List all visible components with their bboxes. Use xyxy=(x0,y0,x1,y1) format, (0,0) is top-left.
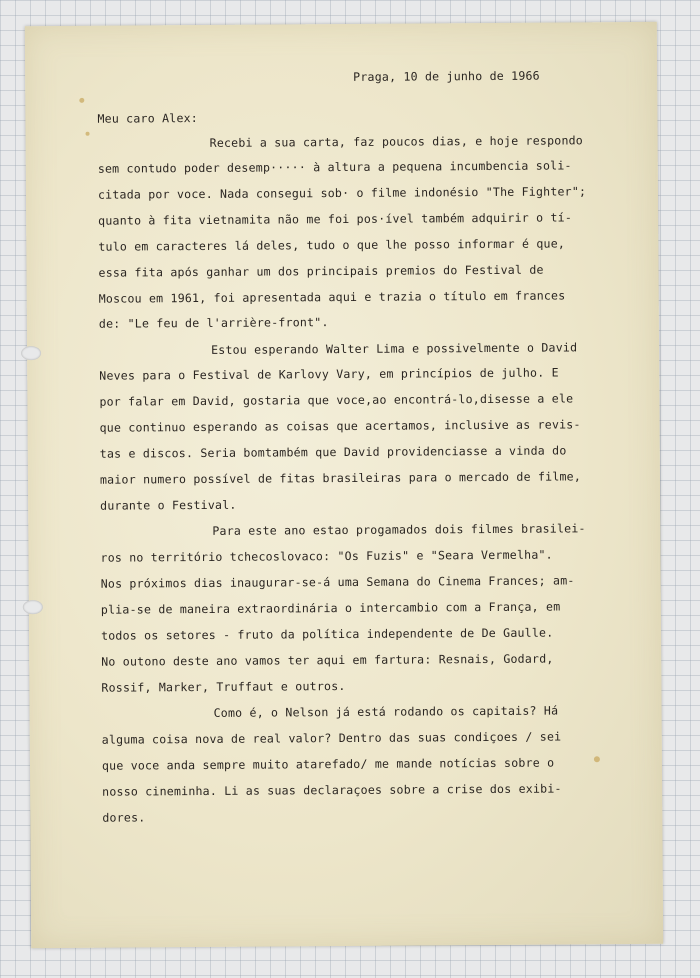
body-line: alguma coisa nova de real valor? Dentro das suas condiçoes / sei xyxy=(101,729,562,747)
body-line: nosso cineminha. Li as suas declaraçoes sobre a crise dos exibi- xyxy=(102,781,562,799)
body-line: No outono deste ano vamos ter aqui em fartura: Resnais, Godard, xyxy=(101,651,554,669)
body-line: tulo em caracteres lá deles, tudo o que lhe posso informar é que, xyxy=(98,236,566,254)
body-line: tas e discos. Seria bomtambém que David providenciasse a vinda do xyxy=(99,443,567,461)
paper-stain xyxy=(79,98,84,103)
body-line: essa fita após ganhar um dos principais premios do Festival de xyxy=(98,262,544,280)
body-line: plia-se de maneira extraordinária o intercambio com a França, em xyxy=(100,599,561,617)
paper-stain xyxy=(86,132,90,136)
letter-body xyxy=(97,22,657,825)
body-line: de: "Le feu de l'arrière-front". xyxy=(98,315,329,331)
paper-stain xyxy=(594,756,600,762)
dateline: Praga, 10 de junho de 1966 xyxy=(353,68,540,84)
body-line: citada por voce. Nada consegui sob· o filme indonésio "The Fighter"; xyxy=(97,184,587,202)
body-line: dores. xyxy=(102,810,146,825)
body-line: todos os setores - fruto da política independente de De Gaulle. xyxy=(100,625,554,643)
salutation: Meu caro Alex: xyxy=(97,111,199,126)
body-line: Recebi a sua carta, faz poucos dias, e hoje respondo xyxy=(209,133,584,150)
body-line: sem contudo poder desemp····· à altura a pequena incumbencia soli- xyxy=(97,158,572,176)
body-line: Como é, o Nelson já está rodando os capitais? Há xyxy=(213,703,559,720)
body-line: ros no território tchecoslovaco: "Os Fuzis" e "Seara Vermelha". xyxy=(100,547,553,565)
body-line: Nos próximos dias inaugurar-se-á uma Semana do Cinema Frances; am- xyxy=(100,573,575,591)
body-line: quanto à fita vietnamita não me foi pos·ível também adquirir o tí- xyxy=(98,210,573,228)
body-line: que continuo esperando as coisas que acertamos, inclusive as revis‑ xyxy=(99,417,581,435)
punch-hole xyxy=(23,600,43,614)
body-line: Estou esperando Walter Lima e possivelmente o David xyxy=(211,340,578,357)
body-line: Rossif, Marker, Truffaut e outros. xyxy=(101,678,346,695)
body-line: Neves para o Festival de Karlovy Vary, em princípios de julho. E xyxy=(99,365,559,383)
body-line: Moscou em 1961, foi apresentada aqui e trazia o título em frances xyxy=(98,288,566,306)
body-line: por falar em David, gostaria que voce,ao encontrá-lo,disesse a ele xyxy=(99,391,574,409)
body-line: Para este ano estao progamados dois filmes brasilei- xyxy=(212,521,586,538)
body-line: que voce anda sempre muito atarefado/ me mande notícias sobre o xyxy=(101,755,555,773)
body-line: durante o Festival. xyxy=(100,497,237,513)
body-line: maior numero possível de fitas brasileiras para o mercado de filme, xyxy=(99,469,582,487)
letter-sheet xyxy=(25,22,663,948)
punch-hole xyxy=(21,346,41,360)
